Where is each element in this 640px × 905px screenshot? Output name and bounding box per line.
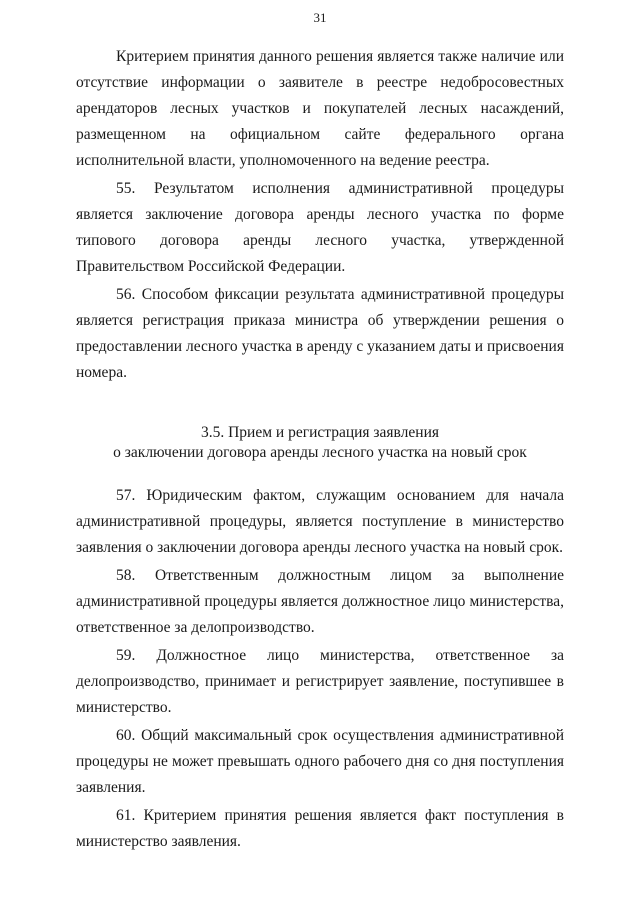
body-text-bottom: [76, 483, 564, 855]
page-number: 31: [313, 10, 327, 25]
paragraph-58: 58. Ответственным должностным лицом за выполнение административной процедуры является должностное лицо министерства, ответственное за делопроизводство.: [76, 567, 564, 636]
paragraph-61: 61. Критерием принятия решения является факт поступления в министерство заявления.: [76, 807, 564, 850]
section-heading-line-1: 3.5. Прием и регистрация заявления: [200, 424, 440, 441]
section-heading-line-2: о заключении договора аренды лесного участка на новый срок: [113, 444, 527, 461]
paragraph-55: 55. Результатом исполнения административной процедуры является заключение договора аренды лесного участка по форме типового договора аренды лесного участка, утвержденной Правительством Российской Федерации.: [76, 180, 564, 275]
body-text-top: [76, 44, 564, 386]
paragraph-57: 57. Юридическим фактом, служащим основанием для начала административной процедуры, является поступление в министерство заявления о заключении договора аренды лесного участка на новый срок.: [76, 487, 564, 556]
paragraph-59: 59. Должностное лицо министерства, ответственное за делопроизводство, принимает и регистрирует заявление, поступившее в министерство.: [76, 647, 564, 716]
paragraph-criterion-registry: Критерием принятия данного решения является также наличие или отсутствие информации о заявителе в реестре недобросовестных арендаторов лесных участков и покупателей лесных насаждений, размещенном на официальном сайте федерального органа исполнительной власти, уполномоченного на ведение реестра.: [76, 48, 564, 169]
paragraph-56: 56. Способом фиксации результата административной процедуры является регистрация приказа министра об утверждении решения о предоставлении лесного участка в аренду с указанием даты и присвоения номера.: [76, 286, 564, 381]
paragraph-60: 60. Общий максимальный срок осуществления административной процедуры не может превышать одного рабочего дня со дня поступления заявления.: [76, 727, 564, 796]
section-heading: [76, 423, 564, 463]
